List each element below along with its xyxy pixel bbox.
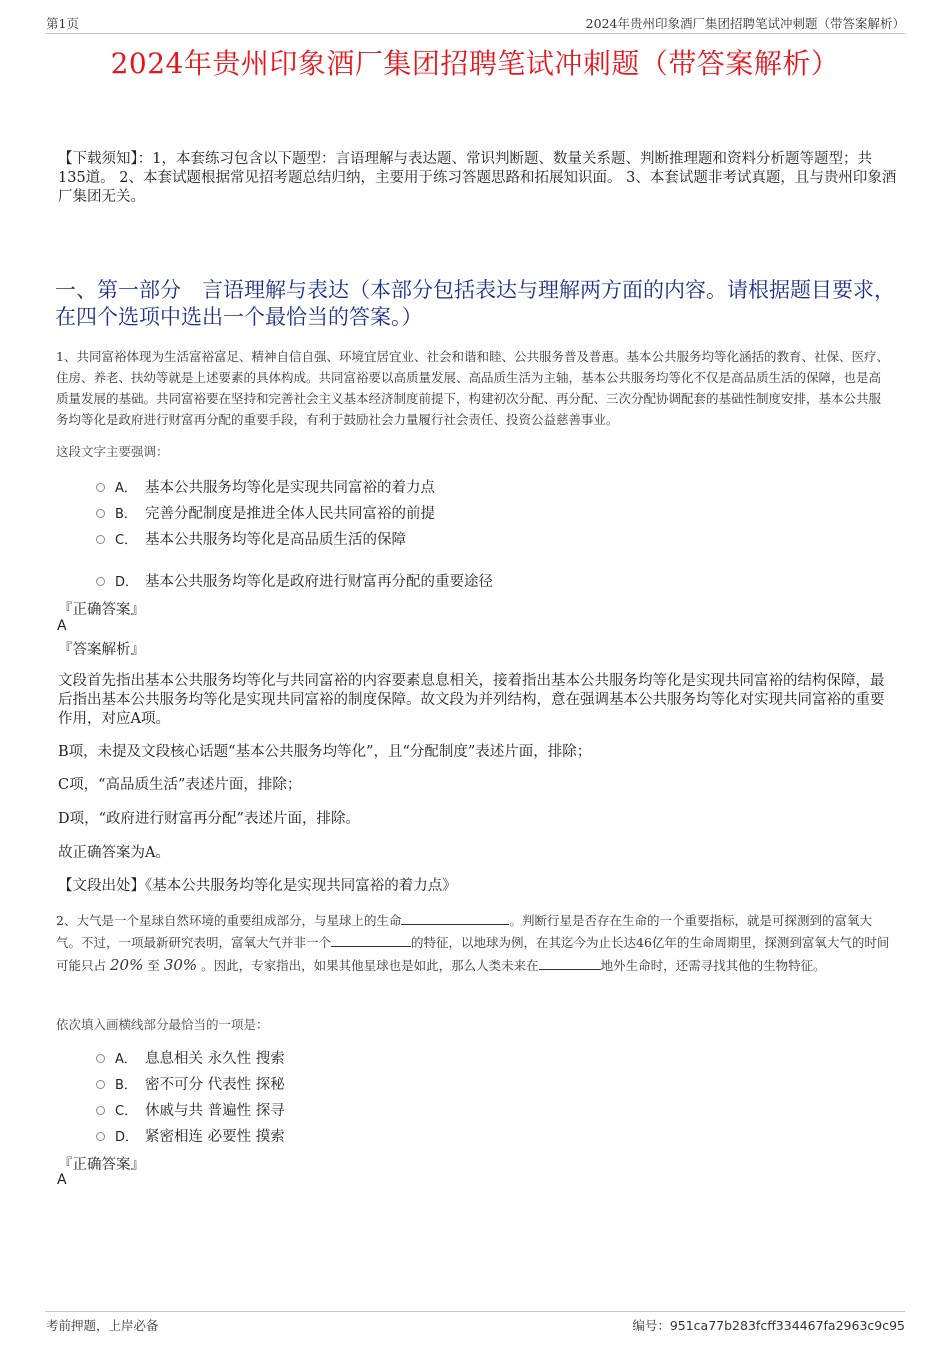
radio-icon[interactable] [96,535,105,544]
q1-option-b[interactable]: B． 完善分配制度是推进全体人民共同富裕的前提 [96,502,435,522]
q1-analysis-paragraph: 文段首先指出基本公共服务均等化与共同富裕的内容要素息息相关，接着指出基本公共服务均等化是实现共同富裕的结构保障，最后指出基本公共服务均等化是实现共同富裕的制度保障。故文段为并列结构，意在强调基本公共服务均等化对实现共同富裕的重要作用，对应A项。 [58,673,885,727]
radio-icon[interactable] [96,577,105,586]
footer-code: 编号：951ca77b283fcff334467fa2963c9c95 [632,1318,905,1333]
q1-analysis-conclusion: 故正确答案为A。 [58,845,170,861]
download-notice: 【下载须知】：1，本套练习包含以下题型：言语理解与表达题、常识判断题、数量关系题、判断推理题和资料分析题等题型；共135道。 2、本套试题根据常见招考题总结归纳，主要用于练习答题思路和拓展知识面。 3、本套试题非考试真题，且与贵州印象酒厂集团无关。 [58,151,897,205]
section-title: 一、第一部分 言语理解与表达（本部分包括表达与理解两方面的内容。请根据题目要求，在四个选项中选出一个最恰当的答案。） [55,278,895,329]
header-doc-title: 2024年贵州印象酒厂集团招聘笔试冲刺题（带答案解析） [585,16,905,31]
radio-icon[interactable] [96,1080,105,1089]
q2-option-c[interactable]: C． 休戚与共 普遍性 探寻 [96,1099,285,1119]
q1-option-d[interactable]: D． 基本公共服务均等化是政府进行财富再分配的重要途径 [96,570,493,590]
footer-slogan: 考前押题，上岸必备 [46,1318,159,1333]
q1-option-c[interactable]: C． 基本公共服务均等化是高品质生活的保障 [96,528,406,548]
q2-option-a[interactable]: A． 息息相关 永久性 搜索 [96,1047,285,1067]
q2-answer-label: 『正确答案』 [58,1157,145,1173]
question-1-stem: 1、共同富裕体现为生活富裕富足、精神自信自强、环境宜居宜业、社会和谐和睦、公共服务普及普惠。基本公共服务均等化涵括的教育、社保、医疗、住房、养老、扶幼等就是上述要素的具体构成。共同富裕要以高质量发展、高品质生活为主轴，基本公共服务均等化不仅是高品质生活的保障，也是高质量发展的基础。共同富裕要在坚持和完善社会主义基本经济制度前提下，构建初次分配、再分配、三次分配协调配套的基础性制度安排，基本公共服务均等化是政府进行财富再分配的重要手段，有利于鼓励社会力量履行社会责任、投资公益慈善事业。 [56,349,889,427]
q1-analysis-label: 『答案解析』 [58,642,145,658]
q1-analysis-c: C项，“高品质生活”表述片面，排除； [58,777,302,793]
q2-answer: A [57,1172,67,1188]
page-number: 第1页 [46,16,79,31]
q1-answer-label: 『正确答案』 [58,602,145,618]
q1-answer: A [57,618,67,634]
q1-source: 【文段出处】《基本公共服务均等化是实现共同富裕的着力点》 [58,878,457,894]
question-2-prompt: 依次填入画横线部分最恰当的一项是： [56,1017,269,1032]
q2-option-b[interactable]: B． 密不可分 代表性 探秘 [96,1073,285,1093]
q1-analysis-b: B项，未提及文段核心话题“基本公共服务均等化”，且“分配制度”表述片面，排除； [58,744,592,760]
radio-icon[interactable] [96,509,105,518]
blank-3[interactable] [539,955,601,970]
question-1-prompt: 这段文字主要强调： [56,444,169,459]
blank-2[interactable] [331,932,411,947]
percent-low: 20% [110,956,144,974]
question-2-stem: 2、大气是一个星球自然环境的重要组成部分，与星球上的生命 。判断行星是否存在生命的一个重要指标，就是可探测到的富氧大气。不过，一项最新研究表明，富氧大气并非一个 的特征，以地球为例，在其迄今为止长达46亿年的生命周期里，探测到富氧大气的时间可能只占 20% 至 30% 。因此，专家指出，如果其他星球也是如此，那么人类未来在 地外生命时，还需寻找其他的生物特征。 [56,910,891,977]
blank-1[interactable] [401,910,509,925]
document-title: 2024年贵州印象酒厂集团招聘笔试冲刺题（带答案解析） [110,47,840,80]
radio-icon[interactable] [96,1132,105,1141]
radio-icon[interactable] [96,1054,105,1063]
radio-icon[interactable] [96,1106,105,1115]
q1-option-a[interactable]: A． 基本公共服务均等化是实现共同富裕的着力点 [96,476,435,496]
q2-option-d[interactable]: D． 紧密相连 必要性 摸索 [96,1125,285,1145]
radio-icon[interactable] [96,483,105,492]
footer-rule [45,1311,905,1312]
q1-analysis-d: D项，“政府进行财富再分配”表述片面，排除。 [58,811,360,827]
percent-high: 30% [163,956,198,974]
header-rule [45,33,905,34]
